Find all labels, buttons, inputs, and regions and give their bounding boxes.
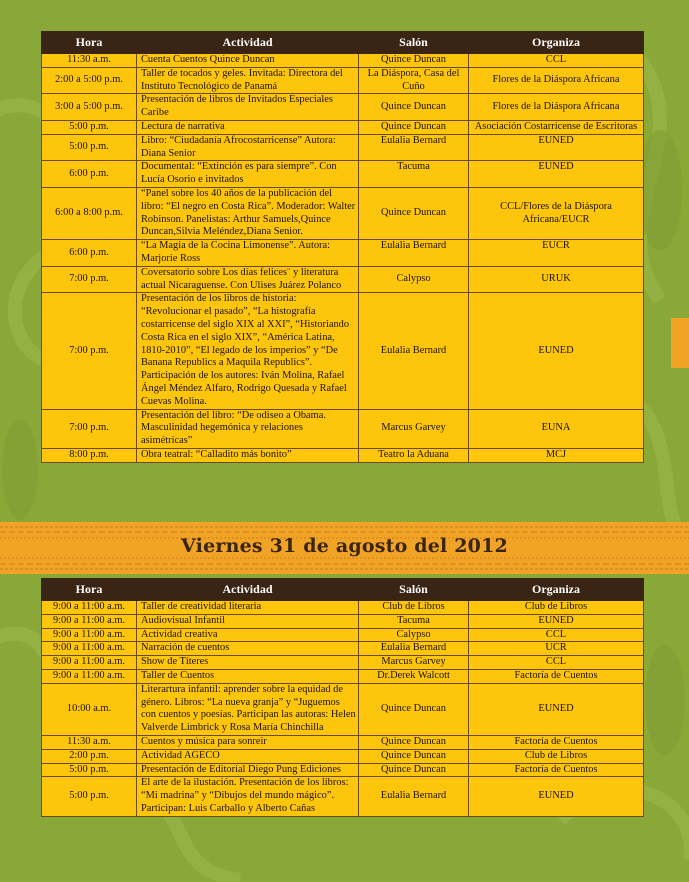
cell-organiza: Factoría de Cuentos bbox=[469, 735, 644, 749]
cell-actividad: Taller de tocados y geles. Invitada: Directora del Instituto Tecnológico de Panamá bbox=[137, 67, 359, 94]
cell-actividad: Coversatorio sobre Los días felices¨ y literatura actual Nicaraguense. Con Ulises Juárez Polanco bbox=[137, 266, 359, 293]
cell-actividad: Taller de Cuentos bbox=[137, 669, 359, 683]
cell-actividad: Documental: “Extinción es para siempre”. Con Lucía Osorio e invitados bbox=[137, 161, 359, 188]
cell-organiza: Flores de la Diáspora Africana bbox=[469, 94, 644, 121]
cell-hora: 9:00 a 11:00 a.m. bbox=[42, 601, 137, 615]
cell-salon: Eulalia Bernard bbox=[359, 777, 469, 816]
cell-hora: 11:30 a.m. bbox=[42, 54, 137, 68]
cell-salon: Quince Duncan bbox=[359, 187, 469, 239]
cell-salon: Quince Duncan bbox=[359, 683, 469, 735]
table-row bbox=[42, 777, 644, 816]
cell-organiza: UCR bbox=[469, 642, 644, 656]
cell-hora: 3:00 a 5:00 p.m. bbox=[42, 94, 137, 121]
cell-hora: 9:00 a 11:00 a.m. bbox=[42, 642, 137, 656]
cell-salon: Tacuma bbox=[359, 614, 469, 628]
cell-salon: Tacuma bbox=[359, 161, 469, 188]
table-row bbox=[42, 266, 644, 293]
cell-salon: La Diáspora, Casa del Cuño bbox=[359, 67, 469, 94]
cell-salon: Dr.Derek Walcott bbox=[359, 669, 469, 683]
cell-salon: Quince Duncan bbox=[359, 749, 469, 763]
cell-hora: 9:00 a 11:00 a.m. bbox=[42, 614, 137, 628]
cell-actividad: Audiovisual Infantil bbox=[137, 614, 359, 628]
table-row bbox=[42, 628, 644, 642]
cell-hora: 6:00 p.m. bbox=[42, 161, 137, 188]
cell-actividad: Cuentos y música para sonreir bbox=[137, 735, 359, 749]
cell-actividad: Presentación del libro: “De odiseo a Obama. Masculinidad hegemónica y relaciones asimétricas” bbox=[137, 409, 359, 448]
cell-organiza: EUNED bbox=[469, 134, 644, 161]
cell-actividad: “Panel sobre los 40 años de la publicación del libro: “El negro en Costa Rica”. Moderador: Walter Robinson. Panelistas: Arthur Samuels,Quince Duncan,Silvia Meléndez,Diana Senior. bbox=[137, 187, 359, 239]
table-row bbox=[42, 187, 644, 239]
cell-salon: Teatro la Aduana bbox=[359, 448, 469, 462]
table-row bbox=[42, 749, 644, 763]
header-actividad: Actividad bbox=[137, 579, 359, 601]
cell-actividad: Show de Títeres bbox=[137, 656, 359, 670]
cell-salon: Eulalia Bernard bbox=[359, 642, 469, 656]
table-row bbox=[42, 601, 644, 615]
header-salon: Salón bbox=[359, 32, 469, 54]
cell-salon: Quince Duncan bbox=[359, 54, 469, 68]
cell-organiza: Flores de la Diáspora Africana bbox=[469, 67, 644, 94]
table-row bbox=[42, 656, 644, 670]
table-row bbox=[42, 54, 644, 68]
cell-actividad: Actividad creativa bbox=[137, 628, 359, 642]
cell-actividad: “La Magia de la Cocina Limonense”. Autora: Marjorie Ross bbox=[137, 240, 359, 267]
cell-actividad: Narración de cuentos bbox=[137, 642, 359, 656]
table-row bbox=[42, 240, 644, 267]
table-row bbox=[42, 735, 644, 749]
cell-hora: 7:00 p.m. bbox=[42, 409, 137, 448]
cell-hora: 5:00 p.m. bbox=[42, 134, 137, 161]
cell-salon: Eulalia Bernard bbox=[359, 240, 469, 267]
cell-hora: 9:00 a 11:00 a.m. bbox=[42, 628, 137, 642]
cell-actividad: Libro: “Ciudadanía Afrocostarricense” Autora: Diana Senior bbox=[137, 134, 359, 161]
table-row bbox=[42, 94, 644, 121]
cell-hora: 9:00 a 11:00 a.m. bbox=[42, 669, 137, 683]
cell-hora: 7:00 p.m. bbox=[42, 293, 137, 409]
cell-organiza: EUNED bbox=[469, 293, 644, 409]
table-row bbox=[42, 669, 644, 683]
cell-hora: 6:00 a 8:00 p.m. bbox=[42, 187, 137, 239]
cell-actividad: Presentación de los libros de historia: “Revolucionar el pasado”, “La histografía costarricense del siglo XIX al XXI”, “Historiando Costa Rica en el siglo XIX”, “América Latina, 1810-2010”, “El legado de los imperios” y “De Banana Republics a Maquila Republics”. Participación de los autores: Iván Molina, Rafael Ángel Méndez Alfaro, Rodrigo Quesada y Rafael Cuevas Molina. bbox=[137, 293, 359, 409]
cell-organiza: EUNED bbox=[469, 683, 644, 735]
cell-hora: 2:00 a 5:00 p.m. bbox=[42, 67, 137, 94]
cell-organiza: EUNA bbox=[469, 409, 644, 448]
table-row bbox=[42, 642, 644, 656]
cell-organiza: CCL bbox=[469, 656, 644, 670]
cell-hora: 7:00 p.m. bbox=[42, 266, 137, 293]
cell-actividad: Obra teatral: “Calladito más bonito” bbox=[137, 448, 359, 462]
cell-salon: Calypso bbox=[359, 628, 469, 642]
cell-organiza: EUNED bbox=[469, 614, 644, 628]
cell-hora: 8:00 p.m. bbox=[42, 448, 137, 462]
cell-organiza: EUNED bbox=[469, 161, 644, 188]
table-header-row bbox=[42, 579, 644, 601]
cell-organiza: Factoría de Cuentos bbox=[469, 669, 644, 683]
cell-salon: Marcus Garvey bbox=[359, 409, 469, 448]
cell-actividad: Cuenta Cuentos Quince Duncan bbox=[137, 54, 359, 68]
cell-salon: Eulalia Bernard bbox=[359, 293, 469, 409]
cell-salon: Marcus Garvey bbox=[359, 656, 469, 670]
table-row bbox=[42, 763, 644, 777]
cell-actividad: Presentación de libros de Invitados Especiales Caribe bbox=[137, 94, 359, 121]
cell-organiza: Club de Libros bbox=[469, 749, 644, 763]
cell-actividad: Taller de creatividad literaria bbox=[137, 601, 359, 615]
cell-salon: Quince Duncan bbox=[359, 94, 469, 121]
cell-salon: Quince Duncan bbox=[359, 735, 469, 749]
cell-organiza: URUK bbox=[469, 266, 644, 293]
table-row bbox=[42, 134, 644, 161]
cell-organiza: MCJ bbox=[469, 448, 644, 462]
table-row bbox=[42, 614, 644, 628]
cell-organiza: Factoría de Cuentos bbox=[469, 763, 644, 777]
header-hora: Hora bbox=[42, 579, 137, 601]
cell-organiza: EUNED bbox=[469, 777, 644, 816]
side-tab bbox=[671, 318, 689, 368]
cell-hora: 2:00 p.m. bbox=[42, 749, 137, 763]
cell-salon: Club de Libros bbox=[359, 601, 469, 615]
cell-salon: Quince Duncan bbox=[359, 763, 469, 777]
header-hora: Hora bbox=[42, 32, 137, 54]
cell-organiza: CCL bbox=[469, 628, 644, 642]
table-row bbox=[42, 683, 644, 735]
table-row bbox=[42, 409, 644, 448]
table-row bbox=[42, 161, 644, 188]
cell-actividad: Literartura infantil: aprender sobre la equidad de género. Libros: “La nueva granja” y “Juguemos con cuentos y poesías. Participan las autoras: Helen Valverde Limbrick y Rosa María Chinchilla bbox=[137, 683, 359, 735]
table-row bbox=[42, 120, 644, 134]
cell-actividad: El arte de la ilustación. Presentación de los libros: “Mi madrina” y “Dibujos del mundo mágico”. Participan: Luis Carballo y Alberto Cañas bbox=[137, 777, 359, 816]
table-row bbox=[42, 67, 644, 94]
cell-actividad: Lectura de narrativa bbox=[137, 120, 359, 134]
header-actividad: Actividad bbox=[137, 32, 359, 54]
cell-hora: 5:00 p.m. bbox=[42, 763, 137, 777]
cell-organiza: CCL/Flores de la Diáspora Africana/EUCR bbox=[469, 187, 644, 239]
cell-hora: 6:00 p.m. bbox=[42, 240, 137, 267]
table-header-row bbox=[42, 32, 644, 54]
header-salon: Salón bbox=[359, 579, 469, 601]
cell-organiza: Club de Libros bbox=[469, 601, 644, 615]
cell-actividad: Actividad AGECO bbox=[137, 749, 359, 763]
cell-hora: 10:00 a.m. bbox=[42, 683, 137, 735]
cell-organiza: Asociación Costarricense de Escritoras bbox=[469, 120, 644, 134]
cell-hora: 5:00 p.m. bbox=[42, 777, 137, 816]
cell-organiza: CCL bbox=[469, 54, 644, 68]
cell-hora: 9:00 a 11:00 a.m. bbox=[42, 656, 137, 670]
cell-actividad: Presentación de Editorial Diego Pung Ediciones bbox=[137, 763, 359, 777]
banner-title: Viernes 31 de agosto del 2012 bbox=[181, 535, 508, 557]
cell-hora: 5:00 p.m. bbox=[42, 120, 137, 134]
header-organiza: Organiza bbox=[469, 32, 644, 54]
cell-hora: 11:30 a.m. bbox=[42, 735, 137, 749]
schedule-table-2 bbox=[41, 578, 644, 817]
schedule-table-1 bbox=[41, 31, 644, 463]
cell-salon: Calypso bbox=[359, 266, 469, 293]
header-organiza: Organiza bbox=[469, 579, 644, 601]
table-row bbox=[42, 448, 644, 462]
cell-salon: Eulalia Bernard bbox=[359, 134, 469, 161]
cell-organiza: EUCR bbox=[469, 240, 644, 267]
cell-salon: Quince Duncan bbox=[359, 120, 469, 134]
date-banner bbox=[0, 522, 689, 574]
table-row bbox=[42, 293, 644, 409]
